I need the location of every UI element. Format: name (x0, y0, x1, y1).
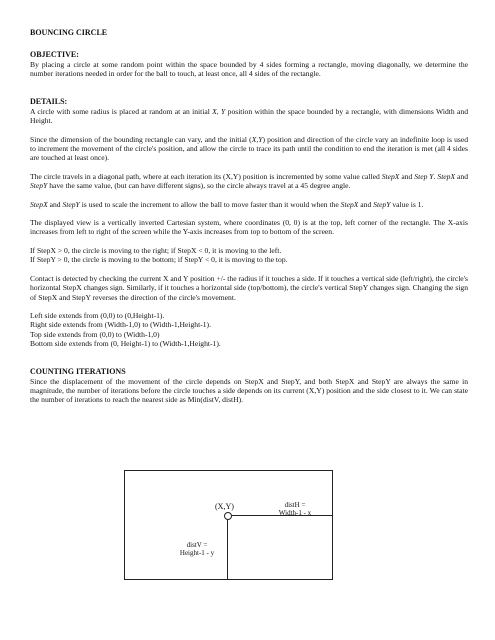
step-x-rule: If StepX > 0, the circle is moving to the right; if StepX < 0, it is moving to the left. (30, 245, 282, 255)
left-side-definition: Left side extends from (0,0) to (0,Height-1). (30, 310, 165, 320)
text-run: The circle travels in a diagonal path, where at each iteration its (X,Y) position is incremented by some value called (30, 171, 382, 181)
text-run: value is 1. (390, 199, 424, 209)
bounding-rectangle-diagram (124, 470, 333, 580)
document-title: BOUNCING CIRCLE (30, 28, 108, 37)
details-paragraph-2 (30, 135, 468, 163)
details-paragraph-7: Contact is detected by checking the current X and Y position +/- the radius if it touches a side. If it touches a vertical side (left/right), the circle's horizontal StepX changes sign. Similarly, if it touches a horizontal side (top/bottom), the circle's vertical StepY changes sign. Changing the sign of StepX and StepY reverses the direction of the circle's movement. (30, 273, 469, 302)
dist-h-label (265, 501, 325, 517)
right-side-definition: Right side extends from (Width-1,0) to (Width-1,Height-1). (30, 320, 211, 330)
dist-v-label (167, 541, 227, 557)
objective-text: By placing a circle at some random point within the space bounded by 4 sides forming a rectangle, moving diagonally, we determine the number iterations needed in order for the ball to touch, at least once, all 4 sides of the rectangle. (30, 60, 468, 79)
details-paragraph-5: The displayed view is a vertically inverted Cartesian system, where coordinates (0, 0) is at the top, left corner of the rectangle. The X-axis increases from left to right of the screen while the Y-axis increases from top to bottom of the screen. (30, 218, 468, 237)
details-paragraph-3 (30, 172, 468, 191)
text-run: StepY (62, 199, 80, 209)
details-paragraph-1 (30, 107, 468, 126)
text-run: is used to scale the increment to allow the ball to move faster than it would when the (79, 199, 341, 209)
dist-h-label-line-2: Width-1 - x (278, 509, 312, 517)
text-run: and (358, 199, 374, 209)
top-side-definition: Top side extends from (0,0) to (Width-1,0) (30, 329, 160, 339)
details-paragraph-4 (30, 200, 468, 209)
counting-text: Since the displacement of the movement of the circle depends on StepX and StepY, and both StepX and StepY are always the same in magnitude, the number of iterations before the circle touches a side depends on its current (X,Y) position and the side closest to it. We can state the number of iterations to reach the nearest side as Min(distV, distH). (30, 376, 468, 405)
text-run: Since the dimension of the bounding rectangle can vary, and the initial ( (30, 134, 252, 144)
text-run: ) position and direction of the circle vary an indefinite loop is used to increment the movement of the circle's position, and allow the circle to trace its path until the condition to end the iteration is met (all 4 sides are touched at least once). (30, 134, 468, 163)
dist-v-label-line-2: Height-1 - y (179, 549, 215, 557)
text-run: and (47, 199, 63, 209)
circle-position-marker (224, 512, 232, 520)
text-run: StepY (373, 199, 391, 209)
text-run: have the same value, (but can have different signs), so the circle always travel at a 45 degree angle. (47, 181, 351, 191)
dist-v-label-line-1: distV = (186, 541, 208, 549)
counting-heading: COUNTING ITERATIONS (30, 366, 126, 376)
text-run: X, Y (212, 106, 226, 116)
text-run: A circle with some radius is placed at random at an initial (30, 106, 213, 116)
text-run: StepX (340, 199, 359, 209)
text-run: and (399, 171, 415, 181)
text-run: position within the space bounded by a rectangle, with dimensions Width and Height. (30, 106, 468, 126)
text-run: StepX (437, 171, 456, 181)
text-run: . (433, 171, 438, 181)
step-y-rule: If StepY > 0, the circle is moving to the bottom; if StepY < 0, it is moving to the top. (30, 255, 288, 265)
text-run: X,Y (251, 134, 263, 144)
objective-heading: OBJECTIVE: (30, 50, 79, 59)
dist-h-label-line-1: distH = (284, 501, 306, 509)
document-body (30, 28, 468, 405)
vertical-distance-line (227, 515, 228, 579)
text-run: StepY (30, 181, 48, 191)
text-run: and (455, 171, 469, 181)
text-run: Step Y (414, 171, 434, 181)
text-run: StepX (30, 199, 48, 209)
details-heading: DETAILS: (30, 96, 68, 106)
text-run: StepX (381, 171, 400, 181)
xy-label: (X,Y) (215, 502, 234, 511)
bottom-side-definition: Bottom side extends from (0, Height-1) to (Width-1,Height-1). (30, 339, 221, 349)
